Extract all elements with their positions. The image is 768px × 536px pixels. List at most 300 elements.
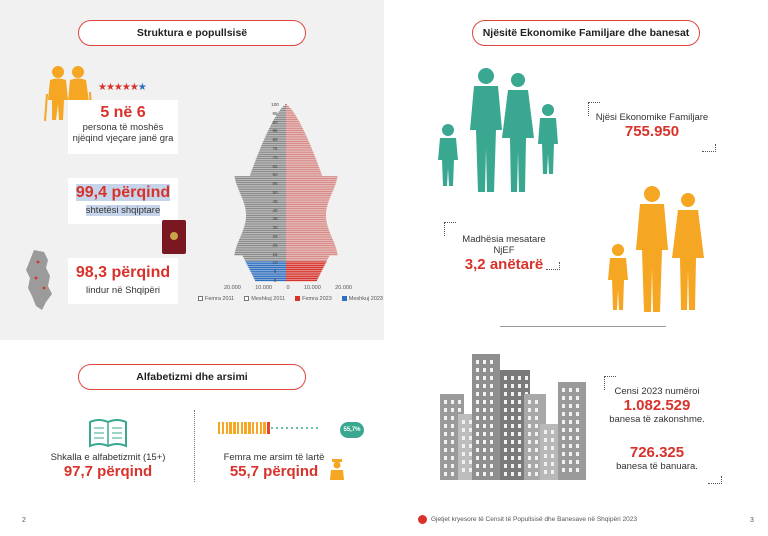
building-window xyxy=(562,452,565,456)
population-title: Struktura e popullsisë xyxy=(136,27,248,39)
age-tick: 90 xyxy=(272,119,278,125)
building-window xyxy=(483,384,486,388)
education-bar-segment xyxy=(229,422,231,434)
building-window xyxy=(469,436,472,440)
pyramid-bar xyxy=(281,108,286,109)
education-bar-segment xyxy=(263,422,265,434)
building-window xyxy=(476,368,479,372)
population-pyramid xyxy=(222,92,350,284)
building-window xyxy=(462,428,465,432)
building-window xyxy=(444,424,447,428)
literacy-title-pill xyxy=(78,364,306,390)
building-window xyxy=(483,472,486,476)
building-window xyxy=(562,460,565,464)
building-window xyxy=(518,448,521,452)
age-tick: 10 xyxy=(272,260,278,266)
pyramid-bar xyxy=(285,104,286,105)
building-window xyxy=(544,462,547,466)
pyramid-bar xyxy=(286,176,337,177)
stars-rating: ★★★★★★ xyxy=(98,82,146,93)
pyramid-bar xyxy=(286,221,327,222)
building-window xyxy=(504,408,507,412)
building-window xyxy=(569,428,572,432)
building-window xyxy=(483,400,486,404)
building-window xyxy=(551,454,554,458)
households-label: Njësi Ekonomike Familjare xyxy=(595,112,709,123)
building-window xyxy=(490,400,493,404)
x-tick: 0 xyxy=(286,285,290,291)
building-window xyxy=(476,376,479,380)
pyramid-bar xyxy=(286,206,327,207)
citizenship-card xyxy=(68,178,178,224)
building-window xyxy=(490,368,493,372)
building-window xyxy=(469,468,472,472)
literacy-label: Shkalla e alfabetizmit (15+) xyxy=(50,452,166,463)
building-window xyxy=(544,454,547,458)
building-window xyxy=(576,452,579,456)
building-window xyxy=(535,448,538,452)
building-window xyxy=(483,376,486,380)
building-window xyxy=(535,432,538,436)
building-window xyxy=(535,456,538,460)
building-window xyxy=(562,420,565,424)
pyramid-bar xyxy=(251,171,286,172)
building-window xyxy=(511,384,514,388)
building-window xyxy=(444,432,447,436)
elderly-desc-1: persona të moshës xyxy=(82,122,164,133)
pyramid-x-ticks xyxy=(224,285,352,291)
footer-title-block xyxy=(418,515,637,524)
pyramid-bar xyxy=(286,124,301,125)
building-window xyxy=(528,472,531,476)
women-education-bar xyxy=(218,420,338,436)
building-window xyxy=(451,432,454,436)
pyramid-bar xyxy=(286,263,325,264)
building-window xyxy=(490,360,493,364)
pyramid-bar xyxy=(286,254,338,255)
building-window xyxy=(462,420,465,424)
pyramid-bar xyxy=(286,224,327,225)
building-window xyxy=(511,432,514,436)
pyramid-bar xyxy=(286,209,326,210)
building-window xyxy=(518,424,521,428)
pyramid-bar xyxy=(286,213,326,214)
building-window xyxy=(451,464,454,468)
age-tick: 80 xyxy=(272,137,278,143)
building-window xyxy=(569,444,572,448)
building-window xyxy=(504,464,507,468)
building-window xyxy=(462,436,465,440)
pyramid-bar xyxy=(286,239,333,240)
age-tick: 40 xyxy=(272,207,278,213)
building-window xyxy=(483,440,486,444)
building-window xyxy=(511,440,514,444)
building-window xyxy=(490,376,493,380)
pyramid-bar xyxy=(286,156,315,157)
building-window xyxy=(576,412,579,416)
building-window xyxy=(569,412,572,416)
building-window xyxy=(483,408,486,412)
age-tick: 30 xyxy=(272,225,278,231)
building-window xyxy=(504,472,507,476)
pyramid-bar xyxy=(286,172,321,173)
building-window xyxy=(451,400,454,404)
building-window xyxy=(462,444,465,448)
pyramid-legend xyxy=(198,296,383,302)
building-window xyxy=(444,400,447,404)
pyramid-bar xyxy=(286,113,295,114)
building-window xyxy=(528,408,531,412)
pyramid-bar xyxy=(286,274,320,275)
building-window xyxy=(562,388,565,392)
literacy-title: Alfabetizmi dhe arsimi xyxy=(136,371,248,383)
education-bar-segment xyxy=(286,427,288,429)
building-window xyxy=(504,416,507,420)
building-window xyxy=(490,464,493,468)
building-window xyxy=(444,456,447,460)
pyramid-bar xyxy=(286,158,316,159)
education-bar-segment xyxy=(248,422,250,434)
avg-size-stat xyxy=(452,234,556,273)
age-tick: 75 xyxy=(272,146,278,151)
building-window xyxy=(483,448,486,452)
education-bar-segment xyxy=(226,422,228,434)
building-window xyxy=(528,464,531,468)
age-tick: 35 xyxy=(272,216,278,222)
building-window xyxy=(511,448,514,452)
pyramid-bar xyxy=(286,187,334,188)
education-bar-segment xyxy=(233,422,235,434)
pyramid-bar xyxy=(247,263,286,264)
pyramid-bar xyxy=(286,167,319,168)
building-window xyxy=(535,440,538,444)
inhabited-value: 726.325 xyxy=(629,444,685,461)
building-window xyxy=(511,416,514,420)
building-window xyxy=(469,444,472,448)
pyramid-bar xyxy=(286,237,332,238)
building-window xyxy=(476,472,479,476)
pyramid-bar xyxy=(286,219,326,220)
education-bar-segment xyxy=(276,427,278,429)
building-window xyxy=(576,388,579,392)
building-window xyxy=(511,376,514,380)
building-window xyxy=(511,424,514,428)
pyramid-bar xyxy=(286,134,306,135)
building-window xyxy=(504,432,507,436)
education-bar-segment xyxy=(244,422,246,434)
building-window xyxy=(483,424,486,428)
passport-icon xyxy=(162,220,186,254)
pyramid-bar xyxy=(286,222,327,223)
building-window xyxy=(535,424,538,428)
building-window xyxy=(504,392,507,396)
family-teal-icon xyxy=(436,66,566,194)
pyramid-bar xyxy=(280,110,286,111)
pyramid-bar xyxy=(286,117,297,118)
education-bar-segment xyxy=(222,422,224,434)
building-window xyxy=(458,400,461,404)
pyramid-bar xyxy=(286,217,326,218)
buildings-icon xyxy=(440,354,588,480)
pyramid-bar xyxy=(286,276,319,277)
pyramid-bar xyxy=(286,195,331,196)
age-tick: 55 xyxy=(272,181,278,187)
x-tick: 20.000 xyxy=(335,285,352,291)
building-window xyxy=(562,396,565,400)
building-window xyxy=(490,448,493,452)
total-dwellings-value: 1.082.529 xyxy=(623,397,691,414)
pyramid-bar xyxy=(286,241,334,242)
book-icon xyxy=(88,418,128,448)
building-window xyxy=(476,392,479,396)
pyramid-bar xyxy=(248,265,286,266)
pyramid-bar xyxy=(286,246,336,247)
building-window xyxy=(490,440,493,444)
pyramid-bar xyxy=(286,148,312,149)
women-education-label: Femra me arsim të lartë xyxy=(223,452,325,463)
building-window xyxy=(518,400,521,404)
pyramid-bar xyxy=(286,160,316,161)
building-window xyxy=(576,460,579,464)
building-window xyxy=(535,472,538,476)
building-window xyxy=(576,468,579,472)
pyramid-bar xyxy=(286,256,329,257)
building-window xyxy=(458,408,461,412)
building-window xyxy=(451,472,454,476)
pyramid-bar xyxy=(286,135,306,136)
building-window xyxy=(528,448,531,452)
building-window xyxy=(444,448,447,452)
building-window xyxy=(535,416,538,420)
building-window xyxy=(511,408,514,412)
inhabited-label: banesa të banuara. xyxy=(616,461,698,472)
building-window xyxy=(518,416,521,420)
page-number-right: 3 xyxy=(750,517,754,524)
building-window xyxy=(483,432,486,436)
pyramid-bar xyxy=(286,198,330,199)
building-window xyxy=(569,388,572,392)
education-bar-segment xyxy=(241,422,243,434)
pyramid-bar xyxy=(286,243,334,244)
building-window xyxy=(476,360,479,364)
age-tick: 85 xyxy=(272,128,278,134)
building-window xyxy=(483,368,486,372)
pyramid-bar xyxy=(286,121,299,122)
building-window xyxy=(518,472,521,476)
education-bar-segment xyxy=(306,427,308,429)
building-window xyxy=(490,416,493,420)
building-window xyxy=(528,424,531,428)
building-window xyxy=(576,436,579,440)
building-window xyxy=(528,432,531,436)
building-window xyxy=(576,396,579,400)
building-window xyxy=(551,462,554,466)
education-bar-segment xyxy=(260,422,262,434)
age-tick: 50 xyxy=(272,190,278,195)
pyramid-bar xyxy=(286,269,323,270)
building-window xyxy=(483,456,486,460)
pyramid-bar xyxy=(286,271,322,272)
households-stat xyxy=(592,112,712,140)
building-window xyxy=(535,464,538,468)
building-window xyxy=(490,424,493,428)
pyramid-bar xyxy=(286,152,314,153)
pyramid-bar xyxy=(249,269,286,270)
building-window xyxy=(518,432,521,436)
legend-item: Femra 2011 xyxy=(198,296,234,302)
building-window xyxy=(483,464,486,468)
building-window xyxy=(504,448,507,452)
legend-item: Meshkuj 2023 xyxy=(342,296,383,302)
building-window xyxy=(525,384,528,388)
households-title-pill xyxy=(472,20,700,46)
building-window xyxy=(528,440,531,444)
pyramid-bar xyxy=(286,193,332,194)
building-window xyxy=(562,412,565,416)
building-window xyxy=(518,440,521,444)
x-tick: 20.000 xyxy=(224,285,241,291)
education-bar-segment xyxy=(252,422,254,434)
pyramid-bar xyxy=(286,123,300,124)
age-tick: 70 xyxy=(272,154,278,160)
building-window xyxy=(544,430,547,434)
pyramid-bar xyxy=(286,191,333,192)
education-bar-segment xyxy=(281,427,283,429)
building-window xyxy=(444,464,447,468)
pyramid-bar xyxy=(286,169,320,170)
pyramid-bar xyxy=(286,189,333,190)
page-number-left: 2 xyxy=(22,517,26,524)
pyramid-bar xyxy=(286,161,317,162)
education-bar-segment xyxy=(267,422,269,434)
dot-connector xyxy=(708,476,722,484)
building-window xyxy=(569,404,572,408)
building-window xyxy=(490,408,493,412)
education-bar-segment xyxy=(218,422,220,434)
building-window xyxy=(504,384,507,388)
pyramid-bar xyxy=(283,106,286,107)
building-window xyxy=(469,428,472,432)
building-window xyxy=(476,440,479,444)
pyramid-bar xyxy=(286,184,335,185)
building-window xyxy=(476,456,479,460)
total-dwellings-label: banesa të zakonshme. xyxy=(609,414,705,425)
pyramid-bar xyxy=(286,174,322,175)
dot-connector xyxy=(546,262,560,270)
pyramid-bar xyxy=(286,208,327,209)
pyramid-bar xyxy=(286,197,330,198)
pyramid-bar xyxy=(286,235,331,236)
building-window xyxy=(462,468,465,472)
pyramid-bar xyxy=(286,204,328,205)
citizenship-desc: shtetësi shqiptare xyxy=(85,205,161,216)
building-window xyxy=(483,360,486,364)
pyramid-bar xyxy=(286,141,309,142)
legend-item: Meshkuj 2011 xyxy=(244,296,285,302)
building-window xyxy=(451,456,454,460)
literacy-stat xyxy=(40,452,176,480)
pyramid-bar xyxy=(286,261,326,262)
building-window xyxy=(551,430,554,434)
building-window xyxy=(518,456,521,460)
building-window xyxy=(476,432,479,436)
pyramid-bar xyxy=(286,185,335,186)
pyramid-bar xyxy=(286,137,307,138)
building-window xyxy=(444,472,447,476)
pyramid-bar xyxy=(286,226,328,227)
born-card xyxy=(68,258,178,304)
x-tick: 10.000 xyxy=(303,285,321,291)
avg-size-value: 3,2 anëtarë xyxy=(464,256,544,273)
pyramid-bar xyxy=(286,115,296,116)
building-window xyxy=(576,428,579,432)
building-window xyxy=(490,384,493,388)
pyramid-bar xyxy=(286,150,313,151)
pyramid-bar xyxy=(286,128,303,129)
building-window xyxy=(576,420,579,424)
citizenship-value: 99,4 përqind xyxy=(75,184,171,201)
elderly-value: 5 në 6 xyxy=(100,104,146,121)
building-window xyxy=(490,432,493,436)
literacy-value: 97,7 përqind xyxy=(63,463,153,480)
pyramid-bar xyxy=(286,178,337,179)
building-window xyxy=(562,468,565,472)
pyramid-bar xyxy=(286,230,329,231)
building-window xyxy=(469,420,472,424)
building-window xyxy=(469,452,472,456)
building-window xyxy=(525,376,528,380)
pyramid-bar xyxy=(286,145,310,146)
building-window xyxy=(551,438,554,442)
age-tick: 0 xyxy=(273,278,277,283)
census-label: Censi 2023 numëroi xyxy=(614,386,700,397)
building-window xyxy=(535,400,538,404)
pyramid-bar xyxy=(286,119,298,120)
pyramid-bar xyxy=(286,248,336,249)
avg-size-label: Madhësia mesatare NjEF xyxy=(462,234,546,256)
building-window xyxy=(476,424,479,428)
pyramid-bar xyxy=(251,272,286,273)
building-window xyxy=(576,444,579,448)
age-tick: 15 xyxy=(272,251,278,257)
section-divider xyxy=(500,326,666,327)
legend-item: Femra 2023 xyxy=(295,296,332,302)
building-window xyxy=(462,452,465,456)
pyramid-bar xyxy=(286,280,317,281)
pyramid-bar xyxy=(286,272,321,273)
pyramid-bar xyxy=(286,147,311,148)
education-bar-segment xyxy=(296,427,298,429)
building-window xyxy=(511,400,514,404)
building-window xyxy=(569,460,572,464)
age-tick: 5 xyxy=(273,269,277,275)
building-window xyxy=(490,472,493,476)
building-window xyxy=(528,456,531,460)
pyramid-bar xyxy=(286,180,337,181)
pyramid-bar xyxy=(286,258,328,259)
pyramid-bar xyxy=(286,132,305,133)
age-ticks xyxy=(270,102,280,283)
education-bar-segment xyxy=(256,422,258,434)
dwellings-stat xyxy=(602,386,712,425)
born-value: 98,3 përqind xyxy=(75,264,171,281)
building-window xyxy=(576,404,579,408)
building-window xyxy=(518,376,521,380)
building-window xyxy=(562,444,565,448)
building-window xyxy=(569,468,572,472)
pyramid-bar xyxy=(286,163,318,164)
pyramid-bar xyxy=(286,234,331,235)
